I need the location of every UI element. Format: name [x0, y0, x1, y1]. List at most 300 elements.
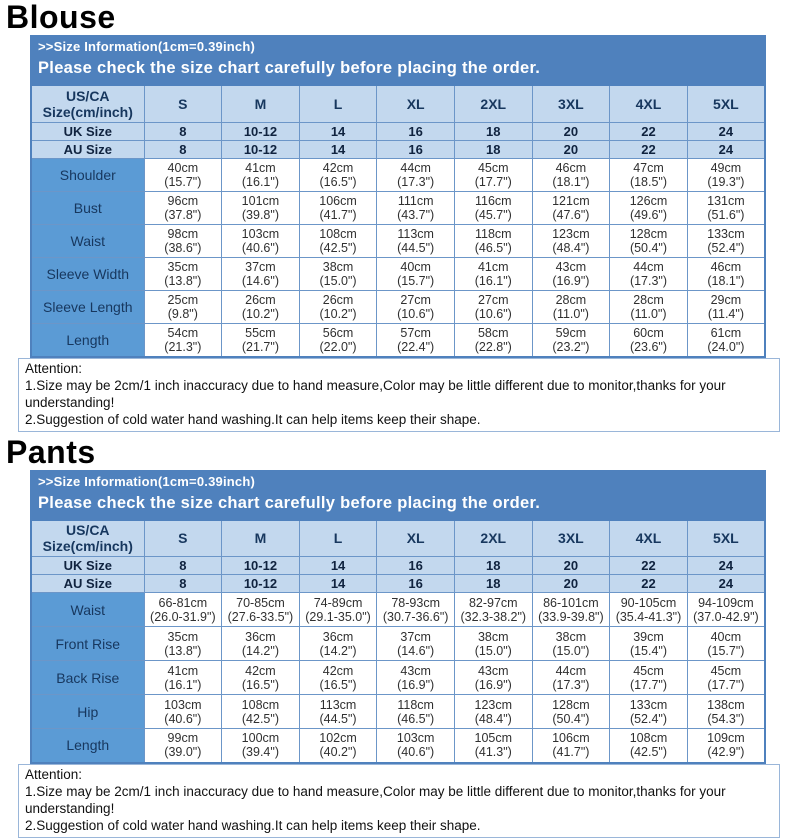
- inch-value: (41.7"): [319, 207, 357, 222]
- inch-value: (46.5"): [397, 711, 435, 726]
- measurement-value-cell: [687, 627, 765, 661]
- cm-value: 43cm: [477, 663, 509, 678]
- measurement-value-cell: [532, 323, 610, 357]
- inch-value: (21.7"): [241, 339, 279, 354]
- inch-value: (11.0"): [552, 306, 589, 321]
- size-value-cell: 14: [299, 122, 377, 140]
- measurement-value-cell: [222, 729, 300, 763]
- cm-value: 113cm: [319, 697, 357, 712]
- inch-value: (17.3"): [552, 677, 590, 692]
- size-value-cell: 8: [144, 140, 222, 158]
- measurement-value-cell: [610, 661, 688, 695]
- cm-value: 41cm: [167, 663, 199, 678]
- attention-note-1: 1.Size may be 2cm/1 inch inaccuracy due to hand measure,Color may be little different due to monitor,thanks for your understanding!: [25, 377, 726, 410]
- pants-size-info-banner: [30, 470, 766, 519]
- cm-value: 118cm: [397, 697, 434, 712]
- measurement-value-cell: [377, 257, 455, 290]
- cm-value: 96cm: [167, 193, 199, 208]
- inch-value: (13.8"): [164, 643, 202, 658]
- inch-value: (52.4"): [629, 711, 668, 726]
- measurement-value-cell: [454, 257, 532, 290]
- cm-value: 133cm: [707, 226, 745, 241]
- inch-value: (9.8"): [167, 306, 198, 321]
- measurement-value-cell: [687, 191, 765, 224]
- inch-value: (50.4"): [552, 711, 590, 726]
- inch-value: (41.7"): [552, 745, 590, 760]
- measurement-value-cell: [377, 729, 455, 763]
- measurement-value-cell: [610, 224, 688, 257]
- size-column-header: 4XL: [610, 520, 688, 557]
- cm-value: 100cm: [241, 731, 280, 746]
- measurement-row: [31, 661, 765, 695]
- size-value-cell: 8: [144, 122, 222, 140]
- inch-value: (18.1"): [552, 174, 590, 189]
- inch-value: (48.4"): [552, 240, 590, 255]
- measurement-value-cell: [687, 661, 765, 695]
- measurement-value-cell: [454, 158, 532, 191]
- measurement-value-cell: [144, 290, 222, 323]
- size-value-cell: 24: [687, 557, 765, 575]
- inch-value: (38.6"): [164, 240, 202, 255]
- cm-value: 38cm: [322, 259, 354, 274]
- inch-value: (39.4"): [241, 745, 279, 760]
- inch-value: (17.7"): [707, 677, 745, 692]
- measurement-value-cell: [532, 695, 610, 729]
- inch-value: (40.6"): [164, 711, 202, 726]
- inch-value: (16.9"): [552, 273, 590, 288]
- measurement-value-cell: [532, 158, 610, 191]
- measurement-value-cell: [144, 323, 222, 357]
- measurement-value-cell: [687, 593, 765, 627]
- attention-note-2: 2.Suggestion of cold water hand washing.It can help items keep their shape.: [25, 411, 481, 427]
- size-value-cell: 20: [532, 575, 610, 593]
- cm-value: 41cm: [477, 259, 509, 274]
- measurement-row-label: Front Rise: [31, 627, 144, 661]
- cm-value: 98cm: [167, 226, 199, 241]
- cm-value: 78-93cm: [391, 595, 440, 610]
- size-value-cell: 22: [610, 557, 688, 575]
- cm-value: 35cm: [167, 259, 199, 274]
- measurement-value-cell: [222, 661, 300, 695]
- size-value-cell: 24: [687, 140, 765, 158]
- inch-value: (16.5"): [319, 677, 357, 692]
- measurement-value-cell: [222, 224, 300, 257]
- size-row-label: UK Size: [31, 122, 144, 140]
- measurement-value-cell: [454, 593, 532, 627]
- cm-value: 90-105cm: [620, 595, 677, 610]
- measurement-value-cell: [377, 695, 455, 729]
- measurement-value-cell: [377, 191, 455, 224]
- measurement-value-cell: [299, 695, 377, 729]
- inch-value: (30.7-36.6"): [382, 609, 449, 624]
- measurement-value-cell: [299, 661, 377, 695]
- measurement-row-label: Length: [31, 729, 144, 763]
- measurement-value-cell: [299, 191, 377, 224]
- cm-value: 25cm: [167, 292, 199, 307]
- inch-value: (14.6"): [397, 643, 435, 658]
- measurement-row-label: Length: [31, 323, 144, 357]
- cm-value: 35cm: [167, 629, 199, 644]
- size-value-cell: 24: [687, 575, 765, 593]
- cm-value: 94-109cm: [698, 595, 754, 610]
- attention-heading: Attention:: [25, 360, 83, 376]
- size-value-cell: 16: [377, 122, 455, 140]
- size-value-cell: 14: [299, 575, 377, 593]
- measurement-value-cell: [610, 290, 688, 323]
- inch-value: (45.7"): [474, 207, 512, 222]
- inch-value: (18.1"): [707, 273, 745, 288]
- measurement-value-cell: [299, 158, 377, 191]
- cm-value: 46cm: [710, 259, 742, 274]
- cm-value: 43cm: [400, 663, 431, 678]
- cm-value: 38cm: [477, 629, 509, 644]
- inch-value: (14.6"): [241, 273, 279, 288]
- measurement-value-cell: [377, 323, 455, 357]
- inch-value: (26.0-31.9"): [150, 609, 216, 624]
- inch-value: (14.2"): [241, 643, 279, 658]
- inch-value: (17.3"): [397, 174, 435, 189]
- size-column-header: 2XL: [454, 85, 532, 122]
- inch-value: (47.6"): [552, 207, 590, 222]
- measurement-value-cell: [532, 224, 610, 257]
- inch-value: (15.7"): [397, 273, 435, 288]
- inch-value: (33.9-39.8"): [538, 609, 604, 624]
- cm-value: 36cm: [322, 629, 354, 644]
- size-value-cell: 18: [454, 575, 532, 593]
- inch-value: (16.1"): [474, 273, 512, 288]
- inch-value: (35.4-41.3"): [615, 609, 682, 624]
- cm-value: 40cm: [710, 629, 742, 644]
- size-conversion-row: [31, 575, 765, 593]
- size-value-cell: 16: [377, 140, 455, 158]
- size-value-cell: 18: [454, 140, 532, 158]
- inch-value: (22.8"): [474, 339, 512, 354]
- measurement-value-cell: [377, 158, 455, 191]
- measurement-value-cell: [222, 695, 300, 729]
- measurement-value-cell: [454, 627, 532, 661]
- inch-value: (23.2"): [552, 339, 590, 354]
- inch-value: (15.0"): [474, 643, 512, 658]
- cm-value: 28cm: [633, 292, 664, 307]
- measurement-value-cell: [532, 290, 610, 323]
- inch-value: (41.3"): [474, 745, 512, 760]
- inch-value: (42.5"): [629, 745, 668, 760]
- inch-value: (17.7"): [474, 174, 512, 189]
- cm-value: 82-97cm: [468, 595, 518, 610]
- inch-value: (13.8"): [164, 273, 202, 288]
- size-column-header: M: [222, 85, 300, 122]
- inch-value: (15.4"): [629, 643, 668, 658]
- size-column-header: 2XL: [454, 520, 532, 557]
- pants-attention-box: [18, 764, 780, 838]
- size-column-header: S: [144, 520, 222, 557]
- measurement-value-cell: [532, 257, 610, 290]
- measurement-value-cell: [377, 661, 455, 695]
- cm-value: 128cm: [629, 226, 668, 241]
- cm-value: 108cm: [241, 697, 280, 712]
- cm-value: 42cm: [322, 663, 354, 678]
- cm-value: 99cm: [167, 731, 199, 746]
- size-value-cell: 10-12: [222, 575, 300, 593]
- inch-value: (17.7"): [629, 677, 668, 692]
- measurement-row: [31, 729, 765, 763]
- cm-value: 126cm: [629, 193, 668, 208]
- size-value-cell: 20: [532, 557, 610, 575]
- measurement-value-cell: [222, 593, 300, 627]
- inch-value: (16.9"): [397, 677, 435, 692]
- measurement-value-cell: [687, 290, 765, 323]
- measurement-value-cell: [610, 323, 688, 357]
- measurement-value-cell: [222, 191, 300, 224]
- cm-value: 42cm: [245, 663, 276, 678]
- cm-value: 108cm: [319, 226, 357, 241]
- measurement-value-cell: [687, 158, 765, 191]
- measurement-value-cell: [454, 224, 532, 257]
- measurement-value-cell: [687, 729, 765, 763]
- cm-value: 131cm: [707, 193, 745, 208]
- inch-value: (24.0"): [707, 339, 745, 354]
- attention-heading: Attention:: [25, 766, 83, 782]
- blouse-banner-check-note: Please check the size chart carefully before placing the order.: [38, 59, 541, 77]
- measurement-value-cell: [222, 323, 300, 357]
- cm-value: 103cm: [164, 697, 202, 712]
- cm-value: 55cm: [245, 325, 276, 340]
- measurement-row: [31, 224, 765, 257]
- measurement-value-cell: [377, 290, 455, 323]
- cm-value: 57cm: [400, 325, 431, 340]
- measurement-value-cell: [144, 695, 222, 729]
- measurement-value-cell: [687, 224, 765, 257]
- cm-value: 101cm: [241, 193, 280, 208]
- size-value-cell: 18: [454, 557, 532, 575]
- size-column-header: M: [222, 520, 300, 557]
- blouse-title: Blouse: [6, 0, 116, 35]
- measurement-row: [31, 290, 765, 323]
- inch-value: (54.3"): [707, 711, 745, 726]
- measurement-value-cell: [144, 593, 222, 627]
- size-value-cell: 20: [532, 122, 610, 140]
- measurement-row: [31, 323, 765, 357]
- cm-value: 58cm: [477, 325, 509, 340]
- pants-title: Pants: [6, 433, 96, 470]
- cm-value: 44cm: [633, 259, 664, 274]
- pants-size-table: [30, 519, 766, 764]
- cm-value: 41cm: [245, 160, 276, 175]
- size-value-cell: 14: [299, 557, 377, 575]
- measurement-value-cell: [299, 729, 377, 763]
- measurement-value-cell: [299, 224, 377, 257]
- inch-value: (44.5"): [397, 240, 435, 255]
- inch-value: (18.5"): [629, 174, 668, 189]
- inch-value: (10.6"): [397, 306, 435, 321]
- inch-value: (22.0"): [319, 339, 357, 354]
- blouse-size-table: [30, 84, 766, 358]
- measurement-value-cell: [222, 627, 300, 661]
- measurement-value-cell: [144, 661, 222, 695]
- size-column-header: 4XL: [610, 85, 688, 122]
- cm-value: 40cm: [167, 160, 199, 175]
- cm-value: 106cm: [319, 193, 357, 208]
- inch-value: (15.0"): [319, 273, 357, 288]
- inch-value: (42.5"): [319, 240, 357, 255]
- measurement-value-cell: [454, 290, 532, 323]
- cm-value: 61cm: [710, 325, 742, 340]
- cm-value: 29cm: [710, 292, 742, 307]
- size-conversion-row: [31, 140, 765, 158]
- cm-value: 128cm: [552, 697, 590, 712]
- cm-value: 133cm: [629, 697, 668, 712]
- size-column-header: XL: [377, 85, 455, 122]
- inch-value: (15.7"): [707, 643, 745, 658]
- measurement-value-cell: [532, 661, 610, 695]
- size-column-header: 5XL: [687, 85, 765, 122]
- size-value-cell: 20: [532, 140, 610, 158]
- inch-value: (16.5"): [241, 677, 279, 692]
- measurement-value-cell: [299, 593, 377, 627]
- size-value-cell: 8: [144, 557, 222, 575]
- size-column-header: XL: [377, 520, 455, 557]
- size-conversion-row: [31, 122, 765, 140]
- pants-banner-size-info: >>Size Information(1cm=0.39inch): [38, 473, 255, 489]
- size-value-cell: 10-12: [222, 140, 300, 158]
- inch-value: (43.7"): [397, 207, 435, 222]
- inch-value: (39.0"): [164, 745, 202, 760]
- cm-value: 44cm: [400, 160, 431, 175]
- attention-note-2: 2.Suggestion of cold water hand washing.It can help items keep their shape.: [25, 817, 481, 833]
- inch-value: (10.2"): [241, 306, 279, 321]
- measurement-value-cell: [144, 627, 222, 661]
- cm-value: 111cm: [397, 193, 434, 208]
- measurement-value-cell: [610, 695, 688, 729]
- cm-value: 46cm: [555, 160, 587, 175]
- size-value-cell: 18: [454, 122, 532, 140]
- cm-value: 42cm: [322, 160, 354, 175]
- cm-value: 123cm: [474, 697, 513, 712]
- inch-value: (40.2"): [319, 745, 357, 760]
- blouse-banner-size-info: >>Size Information(1cm=0.39inch): [38, 39, 255, 54]
- cm-value: 109cm: [707, 731, 745, 746]
- size-column-header: 5XL: [687, 520, 765, 557]
- measurement-row-label: Bust: [31, 191, 144, 224]
- cm-value: 70-85cm: [236, 595, 285, 610]
- inch-value: (16.5"): [319, 174, 357, 189]
- size-value-cell: 10-12: [222, 122, 300, 140]
- measurement-value-cell: [144, 191, 222, 224]
- inch-value: (11.0"): [630, 306, 667, 321]
- cm-value: 49cm: [710, 160, 742, 175]
- measurement-value-cell: [687, 257, 765, 290]
- size-value-cell: 22: [610, 122, 688, 140]
- inch-value: (10.2"): [319, 306, 357, 321]
- corner-size-unit-cell: US/CA Size(cm/inch): [31, 85, 144, 122]
- measurement-value-cell: [532, 593, 610, 627]
- measurement-value-cell: [532, 191, 610, 224]
- size-column-header: L: [299, 85, 377, 122]
- size-value-cell: 10-12: [222, 557, 300, 575]
- cm-value: 86-101cm: [543, 595, 599, 610]
- measurement-row-label: Sleeve Length: [31, 290, 144, 323]
- cm-value: 60cm: [633, 325, 664, 340]
- inch-value: (51.6"): [707, 207, 745, 222]
- cm-value: 27cm: [400, 292, 431, 307]
- measurement-value-cell: [532, 729, 610, 763]
- inch-value: (48.4"): [474, 711, 512, 726]
- inch-value: (17.3"): [629, 273, 668, 288]
- inch-value: (16.1"): [241, 174, 279, 189]
- measurement-row: [31, 627, 765, 661]
- measurement-value-cell: [610, 191, 688, 224]
- cm-value: 121cm: [552, 193, 590, 208]
- cm-value: 27cm: [477, 292, 509, 307]
- cm-value: 44cm: [555, 663, 587, 678]
- measurement-value-cell: [144, 224, 222, 257]
- measurement-row: [31, 257, 765, 290]
- measurement-row-label: Waist: [31, 224, 144, 257]
- inch-value: (37.8"): [164, 207, 202, 222]
- corner-size-unit-cell: US/CA Size(cm/inch): [31, 520, 144, 557]
- measurement-value-cell: [299, 323, 377, 357]
- measurement-value-cell: [532, 627, 610, 661]
- measurement-value-cell: [454, 191, 532, 224]
- inch-value: (32.3-38.2"): [460, 609, 527, 624]
- measurement-value-cell: [454, 323, 532, 357]
- measurement-value-cell: [299, 627, 377, 661]
- cm-value: 54cm: [167, 325, 199, 340]
- size-conversion-row: [31, 557, 765, 575]
- measurement-value-cell: [144, 729, 222, 763]
- inch-value: (40.6"): [241, 240, 279, 255]
- cm-value: 28cm: [555, 292, 587, 307]
- cm-value: 45cm: [710, 663, 742, 678]
- cm-value: 59cm: [555, 325, 587, 340]
- inch-value: (39.8"): [241, 207, 279, 222]
- cm-value: 108cm: [629, 731, 668, 746]
- size-row-label: UK Size: [31, 557, 144, 575]
- cm-value: 56cm: [322, 325, 354, 340]
- size-value-cell: 24: [687, 122, 765, 140]
- measurement-value-cell: [222, 290, 300, 323]
- measurement-value-cell: [299, 290, 377, 323]
- inch-value: (46.5"): [474, 240, 512, 255]
- inch-value: (15.0"): [552, 643, 590, 658]
- inch-value: (40.6"): [397, 745, 435, 760]
- measurement-row-label: Sleeve Width: [31, 257, 144, 290]
- cm-value: 40cm: [400, 259, 431, 274]
- inch-value: (42.5"): [241, 711, 279, 726]
- cm-value: 45cm: [633, 663, 664, 678]
- inch-value: (10.6"): [474, 306, 512, 321]
- attention-note-1: 1.Size may be 2cm/1 inch inaccuracy due to hand measure,Color may be little different due to monitor,thanks for your understanding!: [25, 783, 726, 816]
- size-value-cell: 22: [610, 575, 688, 593]
- pants-banner-check-note: Please check the size chart carefully before placing the order.: [38, 493, 541, 512]
- cm-value: 47cm: [633, 160, 664, 175]
- inch-value: (16.9"): [474, 677, 512, 692]
- cm-value: 103cm: [241, 226, 280, 241]
- blouse-size-info-banner: [30, 35, 766, 84]
- cm-value: 103cm: [396, 731, 435, 746]
- measurement-value-cell: [222, 257, 300, 290]
- cm-value: 45cm: [477, 160, 509, 175]
- size-column-header: L: [299, 520, 377, 557]
- measurement-row-label: Shoulder: [31, 158, 144, 191]
- inch-value: (52.4"): [707, 240, 745, 255]
- inch-value: (29.1-35.0"): [305, 609, 371, 624]
- measurement-value-cell: [687, 323, 765, 357]
- size-row-label: AU Size: [31, 140, 144, 158]
- measurement-value-cell: [377, 224, 455, 257]
- inch-value: (14.2"): [319, 643, 357, 658]
- inch-value: (42.9"): [707, 745, 745, 760]
